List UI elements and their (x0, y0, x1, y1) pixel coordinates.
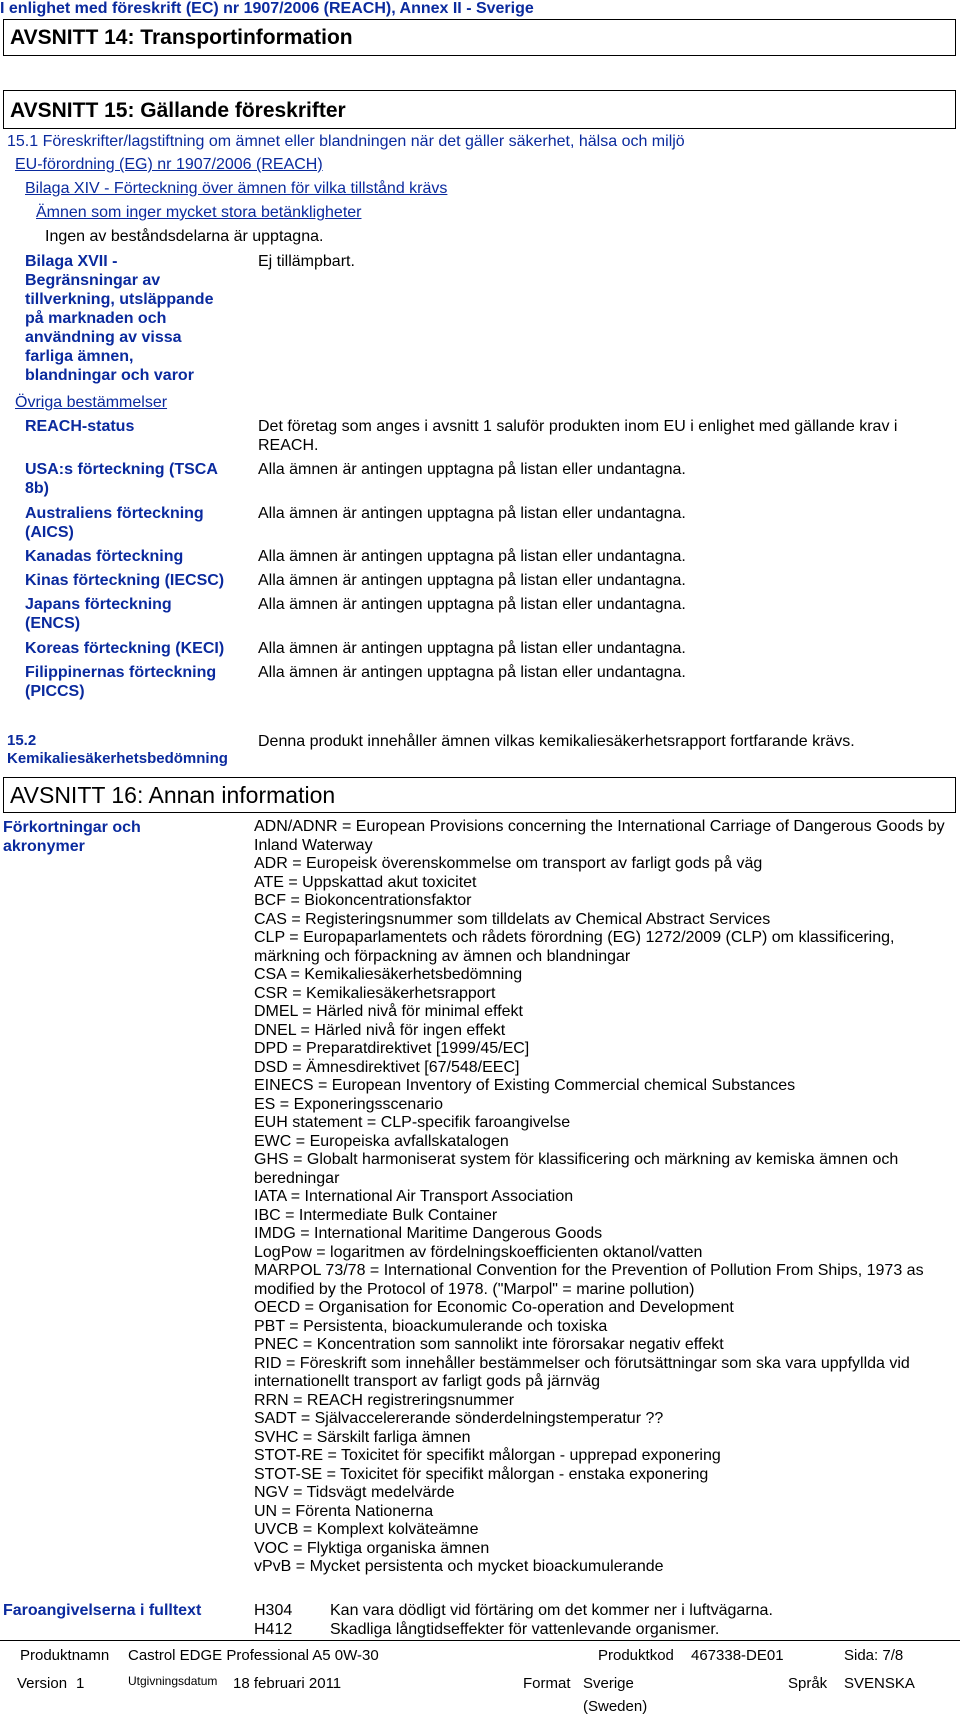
format-label: Format (523, 1675, 571, 1692)
abbreviation-item: OECD = Organisation for Economic Co-operation and Development (254, 1299, 734, 1316)
product-name: Castrol EDGE Professional A5 0W-30 (128, 1647, 379, 1664)
section-15-title: AVSNITT 15: Gällande föreskrifter (3, 90, 956, 129)
page-number: Sida: 7/8 (844, 1647, 904, 1664)
abbreviation-item: PBT = Persistenta, bioackumulerande och toxiska (254, 1317, 608, 1335)
abbreviation-item: CSA = Kemikaliesäkerhetsbedömning (254, 966, 523, 983)
abbreviation-item: ES = Exponeringsscenario (254, 1095, 443, 1113)
subsection-15-2-label: 15.2 Kemikaliesäkerhetsbedömning (7, 732, 228, 767)
abbreviation-item: RID = Föreskrift som innehåller bestämmelser och förutsättningar som ska vara uppfyllda vid internationellt transport av farligt gods på järnväg (254, 1354, 910, 1390)
abbreviation-item: DNEL = Härled nivå för ingen effekt (254, 1021, 506, 1039)
abbreviation-item: vPvB = Mycket persistenta och mycket bioackumulerande (254, 1558, 664, 1575)
language-value: SVENSKA (844, 1675, 915, 1692)
eu-regulation-heading: EU-förordning (EG) nr 1907/2006 (REACH) (15, 156, 323, 173)
section-14-title: AVSNITT 14: Transportinformation (3, 19, 956, 56)
abbreviation-item: ADN/ADNR = European Provisions concerning the International Carriage of Dangerous Goods by Inland Waterway (254, 818, 945, 854)
inventory-value: Alla ämnen är antingen upptagna på listan eller undantagna. (258, 640, 686, 657)
abbreviation-item: NGV = Tidsvägt medelvärde (254, 1484, 455, 1501)
svhc-heading: Ämnen som inger mycket stora betänkligheter (36, 204, 362, 221)
abbreviation-item: CAS = Registeringsnummer som tilldelats av Chemical Abstract Services (254, 910, 771, 928)
issue-date-label: Utgivningsdatum (128, 1674, 218, 1688)
abbreviation-item: STOT-SE = Toxicitet för specifikt målorgan - enstaka exponering (254, 1465, 709, 1483)
inventory-value: Alla ämnen är antingen upptagna på listan eller undantagna. (258, 664, 686, 681)
abbreviation-item: PNEC = Koncentration som sannolikt inte förorsakar negativ effekt (254, 1336, 724, 1353)
abbreviation-item: DMEL = Härled nivå för minimal effekt (254, 1003, 523, 1020)
hazard-text: Kan vara dödligt vid förtäring om det kommer ner i luftvägarna. (330, 1602, 773, 1619)
hazard-code: H412 (254, 1621, 293, 1638)
hazard-statements-label: Faroangivelserna i fulltext (3, 1602, 202, 1619)
product-code: 467338-DE01 (691, 1647, 784, 1664)
abbreviation-item: IMDG = International Maritime Dangerous Goods (254, 1225, 603, 1242)
inventory-label: Kinas förteckning (IECSC) (25, 572, 225, 589)
abbreviation-item: MARPOL 73/78 = International Convention for the Prevention of Pollution From Ships, 1973 as modified by the Protocol of 1978. ("Marpol" = marine pollution) (254, 1262, 924, 1298)
abbreviations-list (254, 818, 954, 1577)
inventory-label: Filippinernas förteckning (PICCS) (25, 664, 217, 700)
abbreviation-item: EUH statement = CLP-specifik faroangivelse (254, 1114, 571, 1131)
version-value: 1 (76, 1675, 85, 1692)
inventory-label: Japans förteckning (ENCS) (25, 596, 172, 632)
abbreviation-item: EWC = Europeiska avfallskatalogen (254, 1132, 509, 1150)
abbreviation-item: SVHC = Särskilt farliga ämnen (254, 1428, 471, 1446)
footer-divider (0, 1640, 960, 1641)
inventory-value: Alla ämnen är antingen upptagna på listan eller undantagna. (258, 505, 686, 522)
format-note: (Sweden) (583, 1698, 648, 1715)
abbreviation-item: UVCB = Komplext kolväteämne (254, 1521, 479, 1538)
abbreviation-item: STOT-RE = Toxicitet för specifikt målorgan - upprepad exponering (254, 1447, 721, 1464)
abbreviation-item: IBC = Intermediate Bulk Container (254, 1206, 498, 1224)
other-regulations-heading: Övriga bestämmelser (15, 394, 168, 411)
abbreviation-item: CLP = Europaparlamentets och rådets förordning (EG) 1272/2009 (CLP) om klassificering, märkning och förpackning av ämnen och blandningar (254, 929, 895, 965)
inventory-label: Koreas förteckning (KECI) (25, 640, 225, 657)
inventory-value: Det företag som anges i avsnitt 1 saluför produkten inom EU i enlighet med gällande krav i REACH. (258, 418, 898, 454)
abbreviations-label: Förkortningar och akronymer (3, 819, 141, 855)
annex-17-value: Ej tillämpbart. (258, 253, 355, 270)
abbreviation-item: EINECS = European Inventory of Existing Commercial chemical Substances (254, 1077, 796, 1094)
section-16-title: AVSNITT 16: Annan information (3, 777, 956, 813)
format-value: Sverige (583, 1675, 634, 1692)
inventory-label: Australiens förteckning (AICS) (25, 505, 204, 541)
abbreviation-item: DPD = Preparatdirektivet [1999/45/EC] (254, 1040, 530, 1057)
abbreviation-item: LogPow = logaritmen av fördelningskoefficienten oktanol/vatten (254, 1243, 703, 1261)
subsection-15-1: 15.1 Föreskrifter/lagstiftning om ämnet eller blandningen när det gäller säkerhet, hälsa och miljö (7, 133, 685, 150)
language-label: Språk (788, 1675, 828, 1692)
annex-17-label: Bilaga XVII - Begränsningar av tillverkning, utsläppande på marknaden och användning av vissa farliga ämnen, blandningar och varor (25, 253, 214, 384)
hazard-row (254, 1620, 719, 1639)
abbreviation-item: VOC = Flyktiga organiska ämnen (254, 1539, 490, 1557)
abbreviation-item: ADR = Europeisk överenskommelse om transport av farligt gods på väg (254, 855, 763, 872)
svhc-text: Ingen av beståndsdelarna är upptagna. (45, 228, 324, 245)
inventory-value: Alla ämnen är antingen upptagna på listan eller undantagna. (258, 572, 686, 589)
abbreviation-item: ATE = Uppskattad akut toxicitet (254, 873, 477, 891)
abbreviation-item: UN = Förenta Nationerna (254, 1502, 434, 1520)
inventory-label: REACH-status (25, 418, 135, 435)
issue-date: 18 februari 2011 (233, 1675, 342, 1692)
version-label: Version (17, 1675, 68, 1692)
product-name-label: Produktnamn (20, 1647, 110, 1664)
hazard-code: H304 (254, 1602, 293, 1619)
subsection-15-2-value: Denna produkt innehåller ämnen vilkas kemikaliesäkerhetsrapport fortfarande krävs. (258, 733, 855, 750)
inventory-value: Alla ämnen är antingen upptagna på listan eller undantagna. (258, 596, 686, 613)
annex-14-heading: Bilaga XIV - Förteckning över ämnen för vilka tillstånd krävs (25, 180, 448, 197)
abbreviation-item: SADT = Självaccelererande sönderdelningstemperatur ?? (254, 1410, 664, 1427)
abbreviation-item: RRN = REACH registreringsnummer (254, 1391, 515, 1409)
hazard-text: Skadliga långtidseffekter för vattenlevande organismer. (330, 1621, 720, 1638)
abbreviation-item: IATA = International Air Transport Association (254, 1188, 574, 1205)
abbreviation-item: DSD = Ämnesdirektivet [67/548/EEC] (254, 1058, 520, 1076)
inventory-value: Alla ämnen är antingen upptagna på listan eller undantagna. (258, 548, 686, 565)
abbreviation-item: GHS = Globalt harmoniserat system för klassificering och märkning av kemiska ämnen och beredningar (254, 1151, 899, 1187)
inventory-value: Alla ämnen är antingen upptagna på listan eller undantagna. (258, 461, 686, 478)
abbreviation-item: BCF = Biokoncentrationsfaktor (254, 892, 472, 909)
hazard-row (254, 1601, 773, 1620)
regulation-header: I enlighet med föreskrift (EC) nr 1907/2006 (REACH), Annex II - Sverige (0, 0, 534, 17)
inventory-label: USA:s förteckning (TSCA 8b) (25, 461, 218, 497)
abbreviation-item: CSR = Kemikaliesäkerhetsrapport (254, 984, 496, 1002)
product-code-label: Produktkod (598, 1647, 674, 1664)
inventory-label: Kanadas förteckning (25, 548, 184, 565)
